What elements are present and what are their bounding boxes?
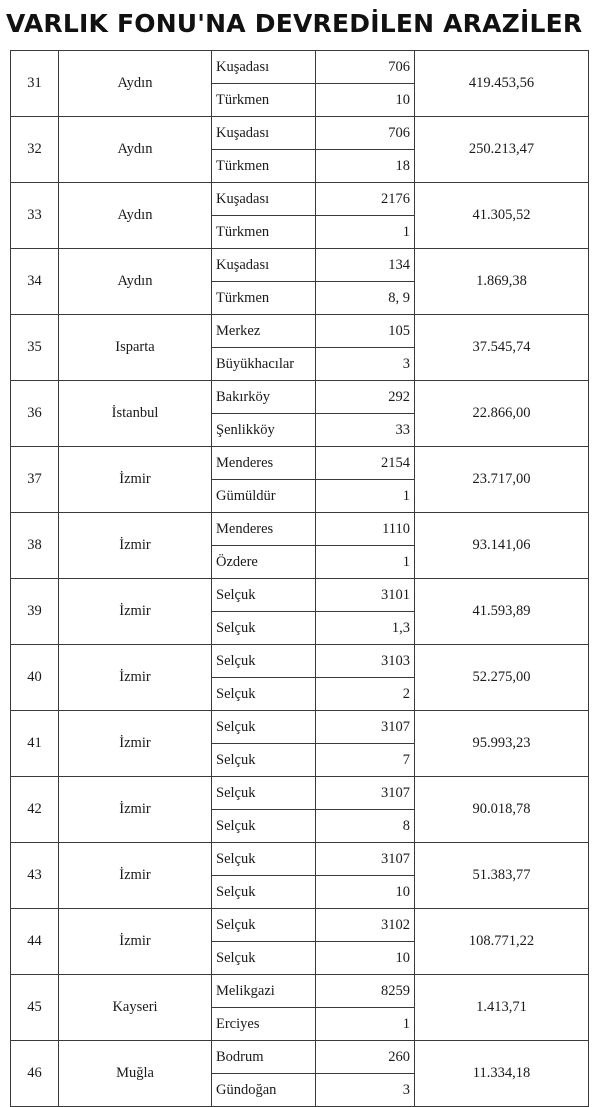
parcel-cell: 3107 <box>316 777 415 810</box>
province-cell: İzmir <box>59 843 212 909</box>
parcel-cell: 1110 <box>316 513 415 546</box>
parcel-cell: 1 <box>316 546 415 579</box>
row-number: 34 <box>11 249 59 315</box>
area-cell: 90.018,78 <box>415 777 589 843</box>
parcel-cell: 3 <box>316 1074 415 1107</box>
table-row <box>11 975 589 1008</box>
table-row <box>11 249 589 282</box>
parcel-cell: 1 <box>316 1008 415 1041</box>
parcel-cell: 3102 <box>316 909 415 942</box>
parcel-cell: 10 <box>316 942 415 975</box>
land-table-body <box>11 51 589 1107</box>
parcel-cell: 260 <box>316 1041 415 1074</box>
district-cell: Türkmen <box>212 216 316 249</box>
province-cell: Aydın <box>59 249 212 315</box>
area-cell: 52.275,00 <box>415 645 589 711</box>
province-cell: Isparta <box>59 315 212 381</box>
row-number: 44 <box>11 909 59 975</box>
land-table <box>10 50 589 1107</box>
parcel-cell: 10 <box>316 876 415 909</box>
table-row <box>11 381 589 414</box>
parcel-cell: 3 <box>316 348 415 381</box>
row-number: 40 <box>11 645 59 711</box>
parcel-cell: 292 <box>316 381 415 414</box>
table-row <box>11 909 589 942</box>
parcel-cell: 3107 <box>316 711 415 744</box>
area-cell: 250.213,47 <box>415 117 589 183</box>
table-row <box>11 51 589 84</box>
parcel-cell: 10 <box>316 84 415 117</box>
district-cell: Selçuk <box>212 843 316 876</box>
district-cell: Kuşadası <box>212 249 316 282</box>
district-cell: Gündoğan <box>212 1074 316 1107</box>
district-cell: Selçuk <box>212 711 316 744</box>
province-cell: İzmir <box>59 645 212 711</box>
area-cell: 22.866,00 <box>415 381 589 447</box>
district-cell: Menderes <box>212 447 316 480</box>
district-cell: Selçuk <box>212 678 316 711</box>
province-cell: İstanbul <box>59 381 212 447</box>
district-cell: Kuşadası <box>212 51 316 84</box>
province-cell: İzmir <box>59 711 212 777</box>
table-row <box>11 117 589 150</box>
district-cell: Türkmen <box>212 282 316 315</box>
province-cell: Kayseri <box>59 975 212 1041</box>
area-cell: 51.383,77 <box>415 843 589 909</box>
district-cell: Selçuk <box>212 810 316 843</box>
row-number: 46 <box>11 1041 59 1107</box>
table-row <box>11 711 589 744</box>
area-cell: 419.453,56 <box>415 51 589 117</box>
parcel-cell: 1 <box>316 480 415 513</box>
row-number: 33 <box>11 183 59 249</box>
area-cell: 41.593,89 <box>415 579 589 645</box>
table-row <box>11 513 589 546</box>
row-number: 38 <box>11 513 59 579</box>
district-cell: Bakırköy <box>212 381 316 414</box>
area-cell: 37.545,74 <box>415 315 589 381</box>
area-cell: 11.334,18 <box>415 1041 589 1107</box>
district-cell: Selçuk <box>212 909 316 942</box>
row-number: 43 <box>11 843 59 909</box>
district-cell: Selçuk <box>212 876 316 909</box>
parcel-cell: 105 <box>316 315 415 348</box>
area-cell: 108.771,22 <box>415 909 589 975</box>
district-cell: Şenlikköy <box>212 414 316 447</box>
parcel-cell: 2154 <box>316 447 415 480</box>
table-row <box>11 579 589 612</box>
district-cell: Türkmen <box>212 150 316 183</box>
province-cell: Aydın <box>59 117 212 183</box>
table-row <box>11 645 589 678</box>
row-number: 45 <box>11 975 59 1041</box>
table-row <box>11 183 589 216</box>
parcel-cell: 18 <box>316 150 415 183</box>
parcel-cell: 2176 <box>316 183 415 216</box>
district-cell: Merkez <box>212 315 316 348</box>
parcel-cell: 3107 <box>316 843 415 876</box>
district-cell: Erciyes <box>212 1008 316 1041</box>
parcel-cell: 3103 <box>316 645 415 678</box>
province-cell: İzmir <box>59 579 212 645</box>
row-number: 42 <box>11 777 59 843</box>
parcel-cell: 134 <box>316 249 415 282</box>
table-row <box>11 447 589 480</box>
row-number: 39 <box>11 579 59 645</box>
parcel-cell: 8 <box>316 810 415 843</box>
district-cell: Selçuk <box>212 612 316 645</box>
page-title: VARLIK FONU'NA DEVREDİLEN ARAZİLER <box>6 9 583 38</box>
area-cell: 93.141,06 <box>415 513 589 579</box>
area-cell: 1.869,38 <box>415 249 589 315</box>
row-number: 41 <box>11 711 59 777</box>
district-cell: Menderes <box>212 513 316 546</box>
area-cell: 1.413,71 <box>415 975 589 1041</box>
area-cell: 41.305,52 <box>415 183 589 249</box>
area-cell: 95.993,23 <box>415 711 589 777</box>
row-number: 37 <box>11 447 59 513</box>
parcel-cell: 8259 <box>316 975 415 1008</box>
district-cell: Türkmen <box>212 84 316 117</box>
row-number: 36 <box>11 381 59 447</box>
province-cell: İzmir <box>59 513 212 579</box>
district-cell: Bodrum <box>212 1041 316 1074</box>
province-cell: İzmir <box>59 909 212 975</box>
table-row <box>11 843 589 876</box>
province-cell: Aydın <box>59 51 212 117</box>
parcel-cell: 3101 <box>316 579 415 612</box>
parcel-cell: 1,3 <box>316 612 415 645</box>
parcel-cell: 706 <box>316 117 415 150</box>
province-cell: Muğla <box>59 1041 212 1107</box>
district-cell: Selçuk <box>212 579 316 612</box>
district-cell: Selçuk <box>212 942 316 975</box>
district-cell: Kuşadası <box>212 117 316 150</box>
parcel-cell: 1 <box>316 216 415 249</box>
row-number: 32 <box>11 117 59 183</box>
parcel-cell: 8, 9 <box>316 282 415 315</box>
parcel-cell: 33 <box>316 414 415 447</box>
table-row <box>11 315 589 348</box>
district-cell: Selçuk <box>212 744 316 777</box>
row-number: 31 <box>11 51 59 117</box>
parcel-cell: 706 <box>316 51 415 84</box>
district-cell: Melikgazi <box>212 975 316 1008</box>
district-cell: Selçuk <box>212 645 316 678</box>
district-cell: Gümüldür <box>212 480 316 513</box>
table-row <box>11 777 589 810</box>
district-cell: Kuşadası <box>212 183 316 216</box>
district-cell: Özdere <box>212 546 316 579</box>
district-cell: Büyükhacılar <box>212 348 316 381</box>
district-cell: Selçuk <box>212 777 316 810</box>
table-row <box>11 1041 589 1074</box>
row-number: 35 <box>11 315 59 381</box>
province-cell: Aydın <box>59 183 212 249</box>
area-cell: 23.717,00 <box>415 447 589 513</box>
province-cell: İzmir <box>59 777 212 843</box>
province-cell: İzmir <box>59 447 212 513</box>
parcel-cell: 2 <box>316 678 415 711</box>
parcel-cell: 7 <box>316 744 415 777</box>
